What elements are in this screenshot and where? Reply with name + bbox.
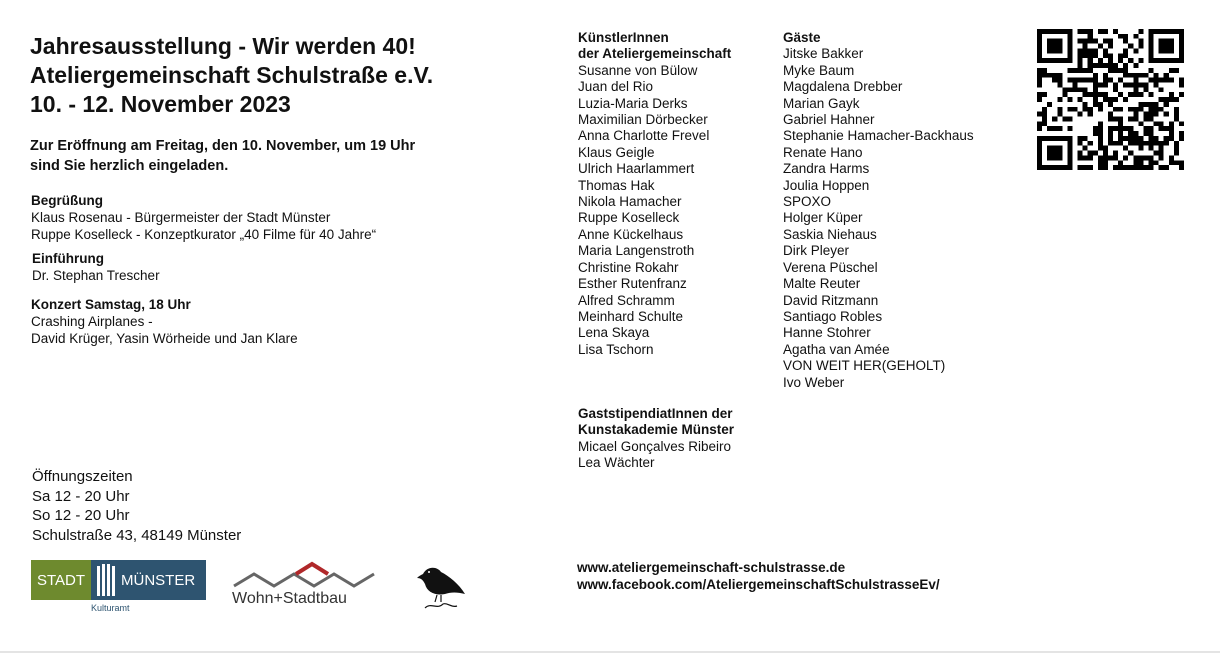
wohn-stadtbau-logo [232, 560, 382, 612]
list-item: Dirk Pleyer [783, 243, 850, 259]
list-item: Joulia Hoppen [783, 177, 870, 193]
list-item: Micael Gonçalves Ribeiro [578, 438, 732, 454]
list-item: Lena Skaya [578, 325, 650, 341]
concert-line-2: David Krüger, Yasin Wörheide und Jan Klare [31, 331, 298, 346]
list-item: Esther Rutenfranz [578, 276, 687, 292]
list-item: Anne Kückelhaus [578, 226, 684, 242]
list-item: Zandra Harms [783, 161, 870, 177]
stadt-muenster-logo [31, 560, 206, 616]
list-item: Ulrich Haarlammert [578, 161, 695, 177]
scholars-heading-1: GaststipendiatInnen der [578, 406, 733, 421]
list-item: Gabriel Hahner [783, 112, 875, 128]
opening-invitation [30, 136, 415, 176]
greeting-line-2: Ruppe Koselleck - Konzeptkurator „40 Filme für 40 Jahre“ [31, 227, 377, 242]
list-item: Nikola Hamacher [578, 194, 682, 210]
title-line-3: 10. - 12. November 2023 [30, 91, 291, 117]
concert-line-1: Crashing Airplanes - [31, 314, 153, 329]
list-item: Anna Charlotte Frevel [578, 128, 710, 144]
greeting-section [31, 192, 376, 243]
facebook-link[interactable]: www.facebook.com/AteliergemeinschaftSchulstrasseEv/ [577, 577, 940, 592]
list-item: Juan del Rio [578, 79, 654, 95]
list-item: Jitske Bakker [783, 46, 864, 62]
list-item: Lea Wächter [578, 455, 655, 471]
cathedral-icon [91, 560, 121, 600]
list-item: Christine Rokahr [578, 259, 679, 275]
kulturamt-label: Kulturamt [91, 603, 130, 613]
muenster-label: MÜNSTER [121, 560, 206, 600]
website-link[interactable]: www.ateliergemeinschaft-schulstrasse.de [577, 560, 846, 575]
list-item: Malte Reuter [783, 276, 861, 292]
scholars-list [578, 406, 734, 472]
list-item: Susanne von Bülow [578, 62, 698, 78]
event-title [30, 32, 433, 119]
list-item: Lisa Tschorn [578, 341, 654, 357]
title-line-2: Ateliergemeinschaft Schulstraße e.V. [30, 62, 434, 88]
list-item: Thomas Hak [578, 177, 655, 193]
bird-icon [413, 562, 471, 614]
links [577, 559, 940, 593]
rooftops-icon [232, 560, 382, 590]
list-item: Ivo Weber [783, 374, 845, 390]
list-item: Myke Baum [783, 62, 855, 78]
invite-line-1: Zur Eröffnung am Freitag, den 10. November, um 19 Uhr [30, 138, 416, 154]
hours-sunday: So 12 - 20 Uhr [32, 507, 130, 524]
list-item: Maria Langenstroth [578, 243, 695, 259]
list-item: Maximilian Dörbecker [578, 112, 708, 128]
title-line-1: Jahresausstellung - Wir werden 40! [30, 33, 416, 59]
intro-speaker: Dr. Stephan Trescher [32, 268, 160, 283]
hours-heading: Öffnungszeiten [32, 468, 133, 485]
greeting-heading: Begrüßung [31, 193, 103, 208]
list-item: Magdalena Drebber [783, 79, 903, 95]
guests-heading: Gäste [783, 30, 821, 45]
list-item: Meinhard Schulte [578, 308, 684, 324]
list-item: Klaus Geigle [578, 144, 655, 160]
qr-code-icon[interactable] [1037, 29, 1184, 170]
list-item: Renate Hano [783, 144, 863, 160]
list-item: Agatha van Amée [783, 341, 890, 357]
list-item: Santiago Robles [783, 308, 883, 324]
opening-hours [32, 467, 241, 545]
hours-saturday: Sa 12 - 20 Uhr [32, 487, 130, 505]
wohn-stadtbau-label: Wohn+Stadtbau [232, 590, 347, 607]
list-item: Verena Püschel [783, 259, 878, 275]
concert-heading: Konzert Samstag, 18 Uhr [31, 297, 191, 312]
concert-section [31, 296, 298, 347]
list-item: David Ritzmann [783, 292, 879, 308]
list-item: Saskia Niehaus [783, 226, 877, 242]
stadt-label: STADT [31, 560, 91, 600]
greeting-line-1: Klaus Rosenau - Bürgermeister der Stadt Münster [31, 210, 331, 225]
list-item: Ruppe Koselleck [578, 210, 680, 226]
address: Schulstraße 43, 48149 Münster [32, 526, 242, 544]
list-item: Marian Gayk [783, 95, 860, 111]
list-item: Holger Küper [783, 210, 863, 226]
scholars-heading-2: Kunstakademie Münster [578, 422, 735, 438]
bird-logo [413, 562, 471, 614]
artists-heading-1: KünstlerInnen [578, 30, 669, 45]
list-item: Stephanie Hamacher-Backhaus [783, 128, 974, 144]
artists-list [578, 30, 731, 358]
artists-heading-2: der Ateliergemeinschaft [578, 46, 732, 62]
invite-line-2: sind Sie herzlich eingeladen. [30, 158, 229, 174]
list-item: Hanne Stohrer [783, 325, 871, 341]
intro-section [32, 250, 160, 284]
list-item: SPOXO [783, 194, 832, 210]
guests-list [783, 30, 974, 391]
list-item: VON WEIT HER(GEHOLT) [783, 358, 946, 374]
list-item: Luzia-Maria Derks [578, 95, 688, 111]
list-item: Alfred Schramm [578, 292, 675, 308]
intro-heading: Einführung [32, 251, 104, 266]
